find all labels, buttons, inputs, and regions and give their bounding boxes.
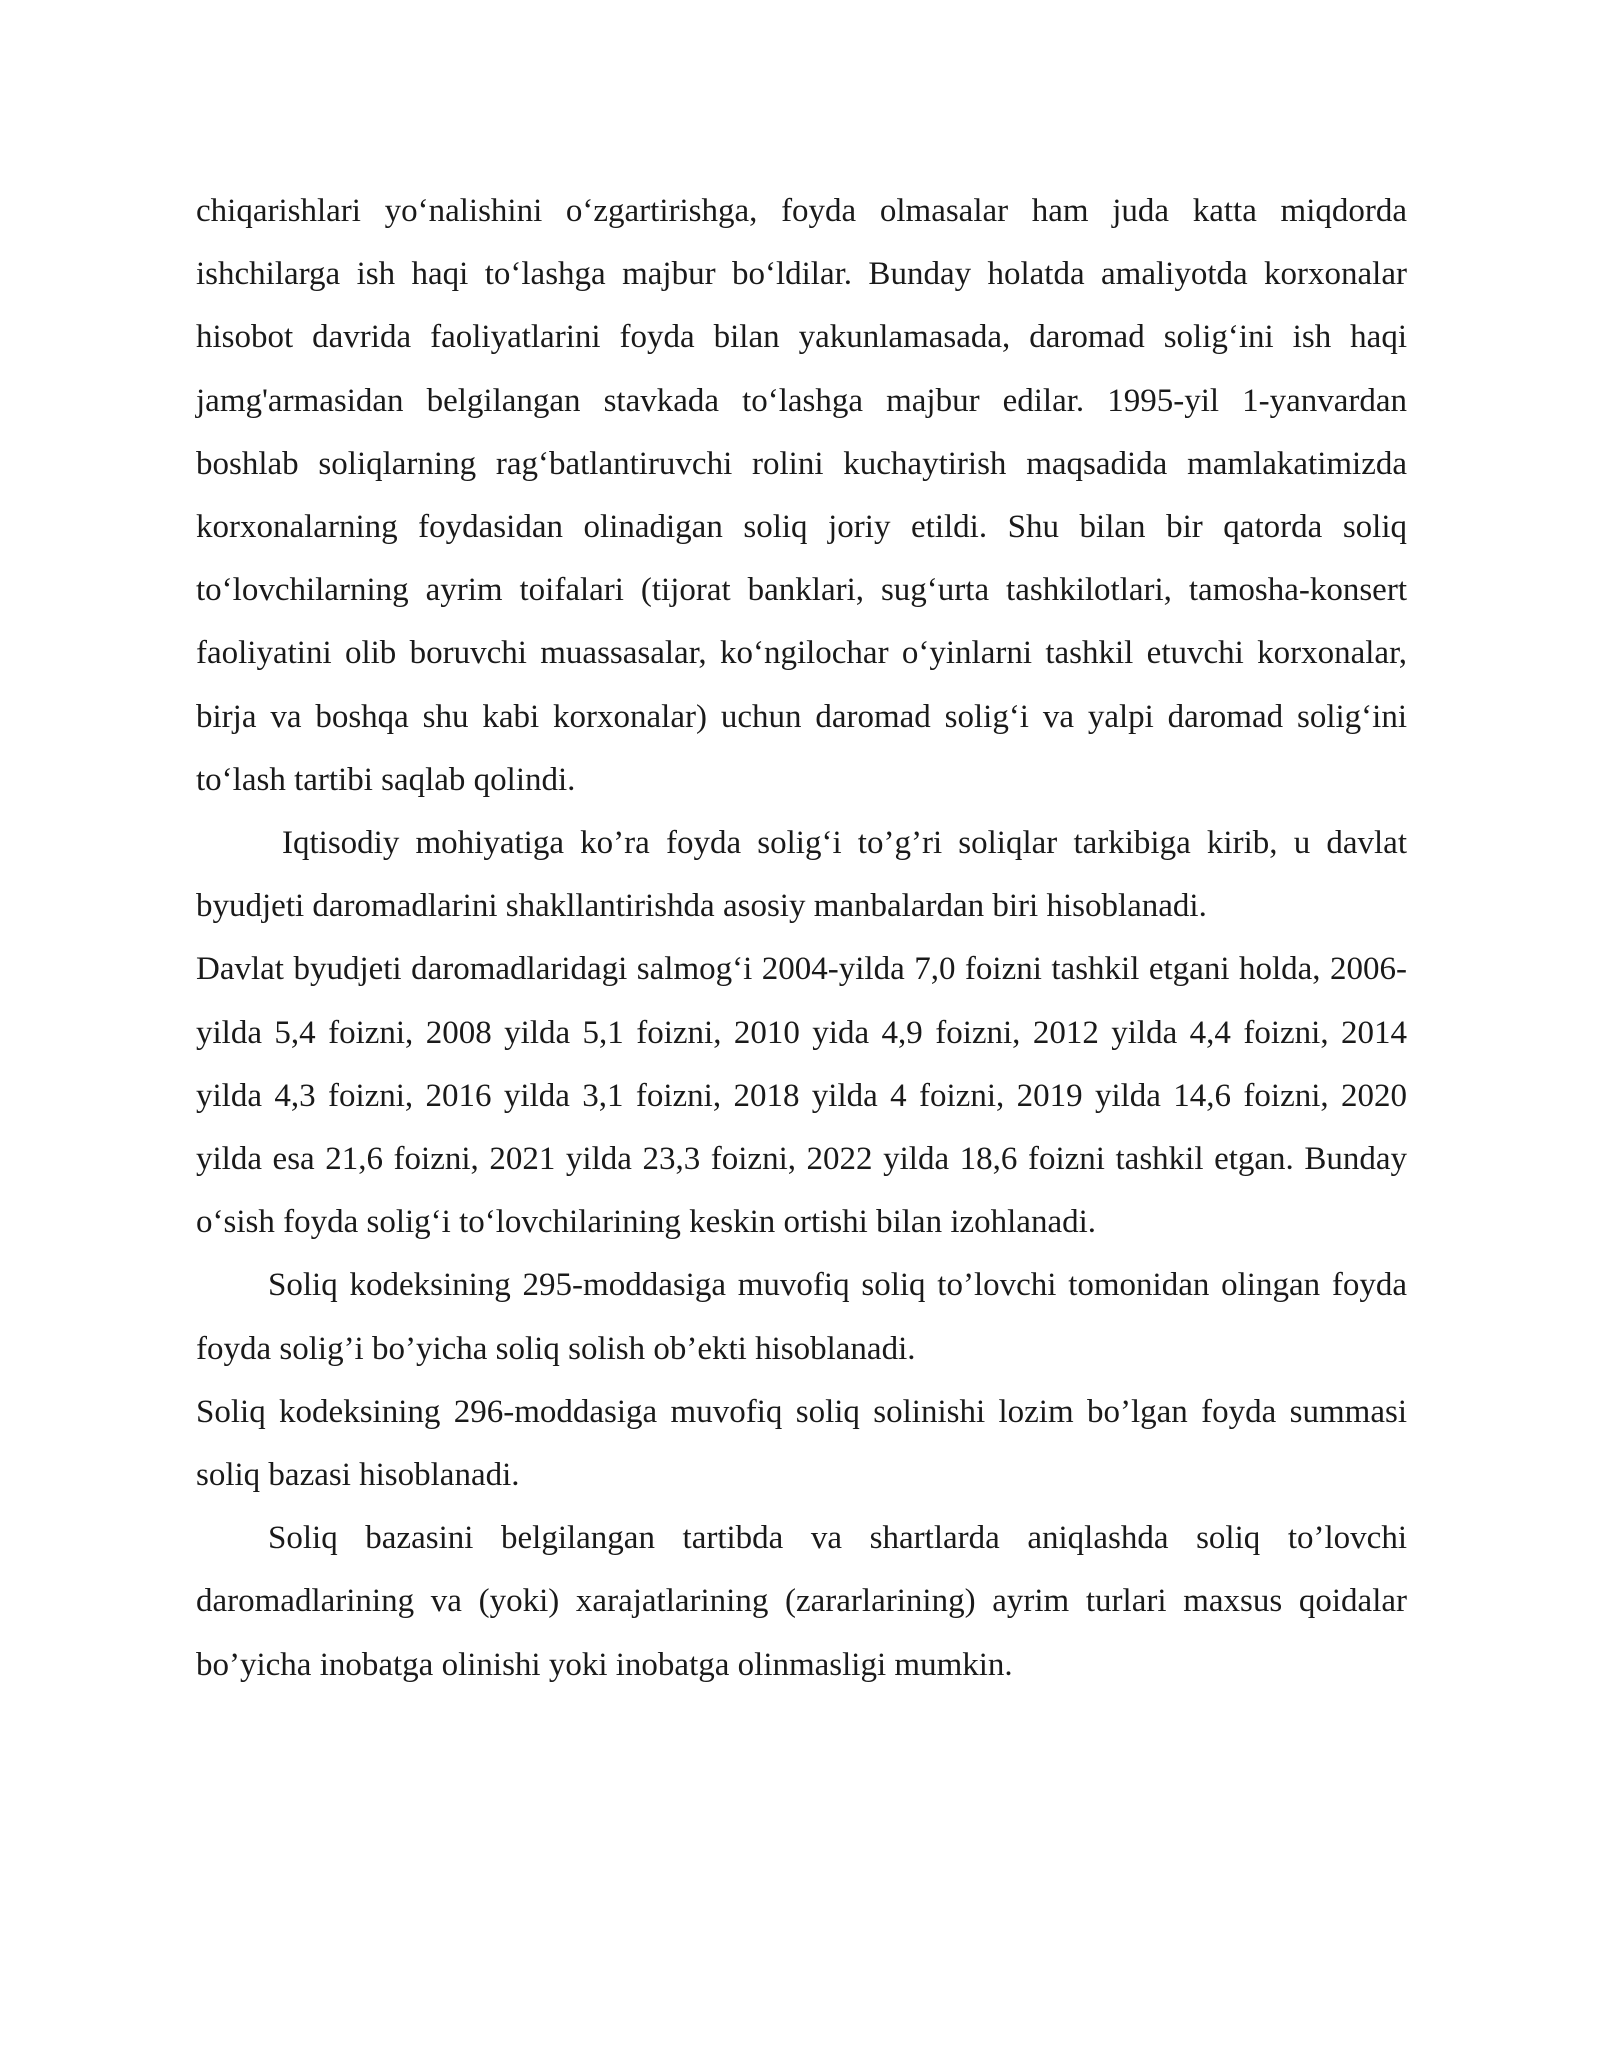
document-page [196,180,1407,1697]
paragraph-6: Soliq bazasini belgilangan tartibda va shartlarda aniqlashda soliq to’lovchi daromadlarining va (yoki) xarajatlarining (zararlarining) ayrim turlari maxsus qoidalar bo’yicha inobatga olinishi yoki inobatga olinmasligi mumkin. [196,1520,1407,1683]
paragraph-2: Iqtisodiy mohiyatiga ko’ra foyda solig‘i to’g’ri soliqlar tarkibiga kirib, u davlat byudjeti daromadlarini shakllantirishda asosiy manbalardan biri hisoblanadi. [196,825,1407,925]
paragraph-1: chiqarishlari yo‘nalishini o‘zgartirishga, foyda olmasalar ham juda katta miqdorda ishchilarga ish haqi to‘lashga majbur bo‘ldilar. Bunday holatda amaliyotda korxonalar hisobot davrida faoliyatlarini foyda bilan yakunlamasada, daromad solig‘ini ish haqi jamg'armasidan belgilangan stavkada to‘lashga majbur edilar. 1995-yil 1-yanvardan boshlab soliqlarning rag‘batlantiruvchi rolini kuchaytirish maqsadida mamlakatimizda korxonalarning foydasidan olinadigan soliq joriy etildi. Shu bilan bir qatorda soliq to‘lovchilarning ayrim toifalari (tijorat banklari, sug‘urta tashkilotlari, tamosha-konsert faoliyatini olib boruvchi muassasalar, ko‘ngilochar o‘yinlarni tashkil etuvchi korxonalar, birja va boshqa shu kabi korxonalar) uchun daromad solig‘i va yalpi daromad solig‘ini to‘lash tartibi saqlab qolindi. [196,193,1407,798]
paragraph-4: Soliq kodeksining 295-moddasiga muvofiq soliq to’lovchi tomonidan olingan foyda foyda solig’i bo’yicha soliq solish ob’ekti hisoblanadi. [196,1267,1407,1367]
paragraph-3: Davlat byudjeti daromadlaridagi salmog‘i 2004-yilda 7,0 foizni tashkil etgani holda, 2006-yilda 5,4 foizni, 2008 yilda 5,1 foizni, 2010 yida 4,9 foizni, 2012 yilda 4,4 foizni, 2014 yilda 4,3 foizni, 2016 yilda 3,1 foizni, 2018 yilda 4 foizni, 2019 yilda 14,6 foizni, 2020 yilda esa 21,6 foizni, 2021 yilda 23,3 foizni, 2022 yilda 18,6 foizni tashkil etgan. Bunday o‘sish foyda solig‘i to‘lovchilarining keskin ortishi bilan izohlanadi. [196,951,1407,1241]
paragraph-5: Soliq kodeksining 296-moddasiga muvofiq soliq solinishi lozim bo’lgan foyda summasi soliq bazasi hisoblanadi. [196,1393,1407,1494]
